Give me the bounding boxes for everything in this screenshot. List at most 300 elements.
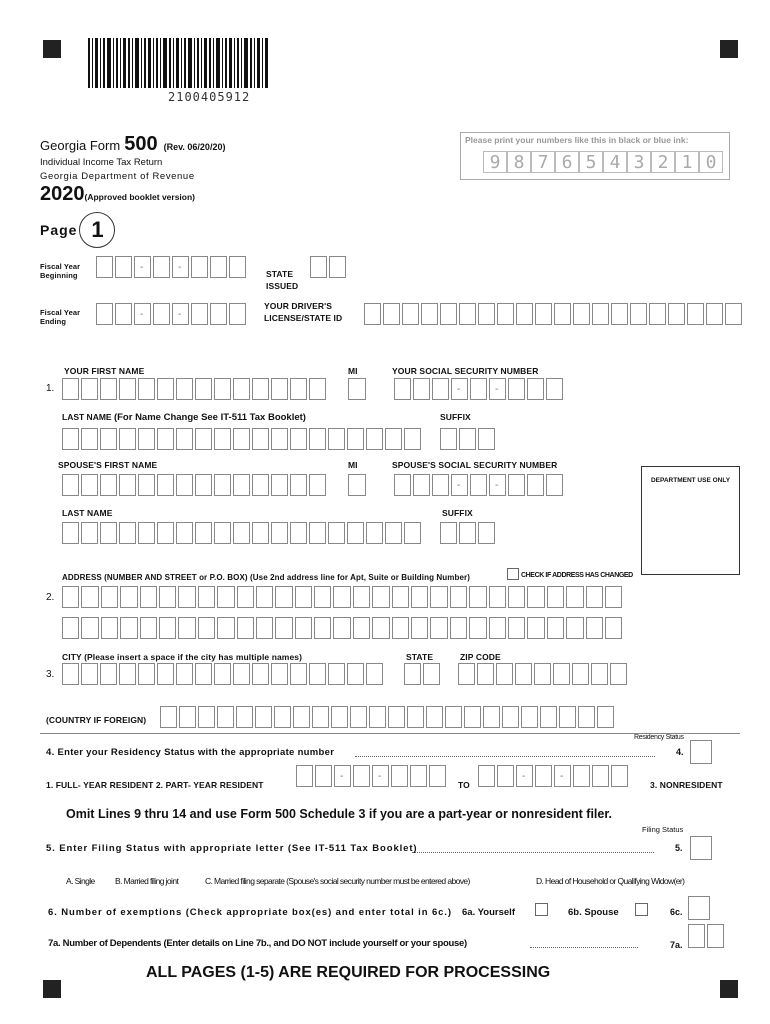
character-box[interactable]	[195, 474, 212, 496]
character-box[interactable]	[649, 303, 666, 325]
character-box[interactable]	[159, 617, 176, 639]
first-name-label: YOUR FIRST NAME	[64, 366, 145, 376]
character-box[interactable]	[214, 522, 231, 544]
ssn-boxes[interactable]	[394, 378, 565, 400]
character-box[interactable]	[515, 663, 532, 685]
character-box[interactable]	[430, 617, 447, 639]
character-box[interactable]	[432, 378, 449, 400]
character-box[interactable]	[535, 765, 552, 787]
character-box[interactable]	[229, 303, 246, 325]
character-box[interactable]	[217, 706, 234, 728]
character-box[interactable]	[429, 765, 446, 787]
character-box[interactable]	[160, 706, 177, 728]
character-box[interactable]	[195, 428, 212, 450]
character-box[interactable]	[610, 663, 627, 685]
character-box[interactable]	[516, 765, 533, 787]
character-box[interactable]	[120, 586, 137, 608]
character-box[interactable]	[312, 706, 329, 728]
character-box[interactable]	[62, 428, 79, 450]
character-box[interactable]	[214, 474, 231, 496]
character-box[interactable]	[334, 765, 351, 787]
spouse-ssn-label: SPOUSE'S SOCIAL SECURITY NUMBER	[392, 460, 558, 470]
sample-digit: 2	[651, 151, 675, 173]
character-box[interactable]	[489, 474, 506, 496]
residency-from-date-boxes[interactable]	[296, 765, 448, 787]
separator-dash: -	[522, 771, 526, 782]
character-box[interactable]	[451, 474, 468, 496]
character-box[interactable]	[547, 617, 564, 639]
character-box[interactable]	[707, 924, 724, 948]
license-boxes[interactable]	[364, 303, 744, 325]
character-box[interactable]	[470, 474, 487, 496]
exemption-yourself-checkbox[interactable]	[535, 903, 548, 916]
character-box[interactable]	[233, 378, 250, 400]
character-box[interactable]	[445, 706, 462, 728]
character-box[interactable]	[237, 617, 254, 639]
character-box[interactable]	[101, 586, 118, 608]
character-box[interactable]	[554, 303, 571, 325]
character-box[interactable]	[392, 586, 409, 608]
character-box[interactable]	[62, 378, 79, 400]
character-box[interactable]	[314, 617, 331, 639]
line-6c-label: 6c.	[670, 907, 683, 917]
address-line-1-boxes[interactable]	[62, 586, 624, 608]
character-box[interactable]	[315, 765, 332, 787]
character-box[interactable]	[210, 303, 227, 325]
character-box[interactable]	[233, 522, 250, 544]
character-box[interactable]	[195, 522, 212, 544]
character-box[interactable]	[172, 303, 189, 325]
character-box[interactable]	[290, 474, 307, 496]
character-box[interactable]	[295, 617, 312, 639]
character-box[interactable]	[62, 522, 79, 544]
character-box[interactable]	[275, 617, 292, 639]
character-box[interactable]	[81, 428, 98, 450]
character-box[interactable]	[256, 617, 273, 639]
character-box[interactable]	[271, 474, 288, 496]
character-box[interactable]	[372, 617, 389, 639]
character-box[interactable]	[138, 378, 155, 400]
spouse-suffix-boxes[interactable]	[440, 522, 497, 544]
character-box[interactable]	[274, 706, 291, 728]
character-box[interactable]	[521, 706, 538, 728]
character-box[interactable]	[333, 586, 350, 608]
character-box[interactable]	[138, 428, 155, 450]
character-box[interactable]	[385, 428, 402, 450]
character-box[interactable]	[233, 474, 250, 496]
character-box[interactable]	[178, 617, 195, 639]
character-box[interactable]	[347, 663, 364, 685]
character-box[interactable]	[309, 474, 326, 496]
character-box[interactable]	[195, 378, 212, 400]
character-box[interactable]	[527, 474, 544, 496]
character-box[interactable]	[508, 378, 525, 400]
character-box[interactable]	[353, 586, 370, 608]
character-box[interactable]	[611, 765, 628, 787]
character-box[interactable]	[540, 706, 557, 728]
state-issued-boxes[interactable]	[310, 256, 348, 278]
character-box[interactable]	[81, 474, 98, 496]
character-box[interactable]	[440, 428, 457, 450]
exemption-total-box[interactable]	[688, 896, 710, 920]
character-box[interactable]	[233, 663, 250, 685]
character-box[interactable]	[328, 428, 345, 450]
character-box[interactable]	[96, 303, 113, 325]
character-box[interactable]	[470, 378, 487, 400]
character-box[interactable]	[527, 617, 544, 639]
character-box[interactable]	[497, 765, 514, 787]
dependents-boxes[interactable]	[688, 924, 726, 948]
spouse-first-name-boxes[interactable]	[62, 474, 328, 496]
character-box[interactable]	[364, 303, 381, 325]
character-box[interactable]	[605, 586, 622, 608]
address-changed-label: CHECK IF ADDRESS HAS CHANGED	[521, 572, 633, 579]
character-box[interactable]	[100, 428, 117, 450]
character-box[interactable]	[496, 663, 513, 685]
character-box[interactable]	[366, 522, 383, 544]
character-box[interactable]	[566, 617, 583, 639]
character-box[interactable]	[394, 378, 411, 400]
character-box[interactable]	[290, 663, 307, 685]
character-box[interactable]	[366, 663, 383, 685]
suffix-boxes[interactable]	[440, 428, 497, 450]
character-box[interactable]	[559, 706, 576, 728]
character-box[interactable]	[195, 663, 212, 685]
spouse-ssn-boxes[interactable]	[394, 474, 565, 496]
character-box[interactable]	[440, 522, 457, 544]
character-box[interactable]	[191, 256, 208, 278]
character-box[interactable]	[383, 303, 400, 325]
character-box[interactable]	[451, 378, 468, 400]
character-box[interactable]	[310, 256, 327, 278]
character-box[interactable]	[81, 522, 98, 544]
character-box[interactable]	[508, 586, 525, 608]
character-box[interactable]	[668, 303, 685, 325]
character-box[interactable]	[100, 663, 117, 685]
character-box[interactable]	[372, 765, 389, 787]
character-box[interactable]	[706, 303, 723, 325]
character-box[interactable]	[252, 474, 269, 496]
character-box[interactable]	[178, 586, 195, 608]
character-box[interactable]	[101, 617, 118, 639]
character-box[interactable]	[469, 617, 486, 639]
character-box[interactable]	[586, 617, 603, 639]
character-box[interactable]	[489, 617, 506, 639]
spouse-mi-label: MI	[348, 460, 358, 470]
character-box[interactable]	[237, 586, 254, 608]
character-box[interactable]	[450, 617, 467, 639]
character-box[interactable]	[229, 256, 246, 278]
character-box[interactable]	[62, 586, 79, 608]
character-box[interactable]	[119, 474, 136, 496]
first-name-boxes[interactable]	[62, 378, 328, 400]
character-box[interactable]	[100, 474, 117, 496]
character-box[interactable]	[115, 303, 132, 325]
character-box[interactable]	[138, 474, 155, 496]
character-box[interactable]	[350, 706, 367, 728]
character-box[interactable]	[138, 522, 155, 544]
character-box[interactable]	[157, 663, 174, 685]
character-box[interactable]	[586, 586, 603, 608]
character-box[interactable]	[333, 617, 350, 639]
character-box[interactable]	[458, 663, 475, 685]
character-box[interactable]	[157, 522, 174, 544]
character-box[interactable]	[527, 378, 544, 400]
character-box[interactable]	[573, 765, 590, 787]
character-box[interactable]	[348, 474, 366, 496]
character-box[interactable]	[459, 428, 476, 450]
character-box[interactable]	[214, 663, 231, 685]
character-box[interactable]	[554, 765, 571, 787]
character-box[interactable]	[489, 378, 506, 400]
character-box[interactable]	[413, 378, 430, 400]
character-box[interactable]	[478, 765, 495, 787]
character-box[interactable]	[100, 378, 117, 400]
character-box[interactable]	[411, 586, 428, 608]
character-box[interactable]	[179, 706, 196, 728]
character-box[interactable]	[483, 706, 500, 728]
character-box[interactable]	[153, 303, 170, 325]
character-box[interactable]	[423, 663, 440, 685]
character-box[interactable]	[293, 706, 310, 728]
character-box[interactable]	[309, 378, 326, 400]
character-box[interactable]	[725, 303, 742, 325]
character-box[interactable]	[426, 706, 443, 728]
character-box[interactable]	[546, 378, 563, 400]
character-box[interactable]	[508, 617, 525, 639]
character-box[interactable]	[309, 663, 326, 685]
filing-status-box[interactable]	[690, 836, 712, 860]
to-label: TO	[458, 780, 470, 790]
omit-notice: Omit Lines 9 thru 14 and use Form 500 Schedule 3 if you are a part-year or nonresident filer.	[66, 807, 612, 821]
character-box[interactable]	[687, 303, 704, 325]
character-box[interactable]	[469, 586, 486, 608]
residency-to-date-boxes[interactable]	[478, 765, 630, 787]
character-box[interactable]	[119, 378, 136, 400]
character-box[interactable]	[217, 617, 234, 639]
character-box[interactable]	[348, 378, 366, 400]
character-box[interactable]	[592, 303, 609, 325]
spouse-suffix-label: SUFFIX	[442, 508, 473, 518]
character-box[interactable]	[296, 765, 313, 787]
character-box[interactable]	[314, 586, 331, 608]
character-box[interactable]	[411, 617, 428, 639]
character-box[interactable]	[404, 663, 421, 685]
character-box[interactable]	[119, 522, 136, 544]
city-boxes[interactable]	[62, 663, 385, 685]
character-box[interactable]	[553, 663, 570, 685]
character-box[interactable]	[176, 428, 193, 450]
character-box[interactable]	[271, 378, 288, 400]
character-box[interactable]	[119, 428, 136, 450]
character-box[interactable]	[502, 706, 519, 728]
character-box[interactable]	[159, 586, 176, 608]
character-box[interactable]	[527, 586, 544, 608]
character-box[interactable]	[489, 586, 506, 608]
zip-boxes[interactable]	[458, 663, 629, 685]
character-box[interactable]	[120, 617, 137, 639]
character-box[interactable]	[309, 522, 326, 544]
character-box[interactable]	[385, 522, 402, 544]
character-box[interactable]	[328, 522, 345, 544]
last-name-boxes[interactable]	[62, 428, 423, 450]
character-box[interactable]	[432, 474, 449, 496]
character-box[interactable]	[404, 428, 421, 450]
character-box[interactable]	[329, 256, 346, 278]
character-box[interactable]	[402, 303, 419, 325]
character-box[interactable]	[81, 617, 98, 639]
character-box[interactable]	[191, 303, 208, 325]
character-box[interactable]	[176, 663, 193, 685]
residency-options: 1. FULL- YEAR RESIDENT 2. PART- YEAR RESIDENT	[46, 780, 264, 790]
character-box[interactable]	[372, 586, 389, 608]
character-box[interactable]	[392, 617, 409, 639]
character-box[interactable]	[353, 765, 370, 787]
country-boxes[interactable]	[160, 706, 616, 728]
character-box[interactable]	[597, 706, 614, 728]
character-box[interactable]	[138, 663, 155, 685]
character-box[interactable]	[134, 303, 151, 325]
character-box[interactable]	[176, 474, 193, 496]
character-box[interactable]	[134, 256, 151, 278]
character-box[interactable]	[450, 586, 467, 608]
residency-status-box[interactable]	[690, 740, 712, 764]
character-box[interactable]	[410, 765, 427, 787]
character-box[interactable]	[516, 303, 533, 325]
character-box[interactable]	[366, 428, 383, 450]
exemption-spouse-checkbox[interactable]	[635, 903, 648, 916]
character-box[interactable]	[478, 303, 495, 325]
character-box[interactable]	[115, 256, 132, 278]
character-box[interactable]	[157, 474, 174, 496]
character-box[interactable]	[256, 586, 273, 608]
character-box[interactable]	[96, 256, 113, 278]
character-box[interactable]	[252, 522, 269, 544]
fiscal-year-beginning-boxes[interactable]	[96, 256, 248, 278]
character-box[interactable]	[440, 303, 457, 325]
character-box[interactable]	[421, 303, 438, 325]
character-box[interactable]	[157, 378, 174, 400]
character-box[interactable]	[413, 474, 430, 496]
character-box[interactable]	[252, 378, 269, 400]
character-box[interactable]	[478, 522, 495, 544]
character-box[interactable]	[176, 378, 193, 400]
character-box[interactable]	[252, 663, 269, 685]
fiscal-year-ending-boxes[interactable]	[96, 303, 248, 325]
character-box[interactable]	[630, 303, 647, 325]
character-box[interactable]	[198, 586, 215, 608]
character-box[interactable]	[547, 586, 564, 608]
character-box[interactable]	[255, 706, 272, 728]
character-box[interactable]	[140, 617, 157, 639]
character-box[interactable]	[534, 663, 551, 685]
character-box[interactable]	[573, 303, 590, 325]
character-box[interactable]	[236, 706, 253, 728]
character-box[interactable]	[62, 617, 79, 639]
character-box[interactable]	[407, 706, 424, 728]
character-box[interactable]	[611, 303, 628, 325]
character-box[interactable]	[572, 663, 589, 685]
character-box[interactable]	[464, 706, 481, 728]
character-box[interactable]	[477, 663, 494, 685]
character-box[interactable]	[176, 522, 193, 544]
character-box[interactable]	[140, 586, 157, 608]
separator-dash: -	[457, 480, 461, 491]
character-box[interactable]	[271, 522, 288, 544]
address-line-2-boxes[interactable]	[62, 617, 624, 639]
character-box[interactable]	[271, 428, 288, 450]
character-box[interactable]	[290, 522, 307, 544]
character-box[interactable]	[459, 303, 476, 325]
character-box[interactable]	[81, 663, 98, 685]
character-box[interactable]	[578, 706, 595, 728]
spouse-mi-boxes[interactable]	[348, 474, 368, 496]
character-box[interactable]	[430, 586, 447, 608]
character-box[interactable]	[508, 474, 525, 496]
character-box[interactable]	[198, 706, 215, 728]
character-box[interactable]	[369, 706, 386, 728]
character-box[interactable]	[347, 428, 364, 450]
character-box[interactable]	[566, 586, 583, 608]
mi-boxes[interactable]	[348, 378, 368, 400]
character-box[interactable]	[347, 522, 364, 544]
character-box[interactable]	[271, 663, 288, 685]
character-box[interactable]	[62, 663, 79, 685]
character-box[interactable]	[119, 663, 136, 685]
character-box[interactable]	[153, 256, 170, 278]
character-box[interactable]	[62, 474, 79, 496]
state-boxes[interactable]	[404, 663, 442, 685]
character-box[interactable]	[198, 617, 215, 639]
character-box[interactable]	[214, 378, 231, 400]
character-box[interactable]	[328, 663, 345, 685]
character-box[interactable]	[81, 586, 98, 608]
character-box[interactable]	[459, 522, 476, 544]
character-box[interactable]	[353, 617, 370, 639]
character-box[interactable]	[233, 428, 250, 450]
character-box[interactable]	[605, 617, 622, 639]
character-box[interactable]	[591, 663, 608, 685]
character-box[interactable]	[275, 586, 292, 608]
character-box[interactable]	[478, 428, 495, 450]
character-box[interactable]	[252, 428, 269, 450]
character-box[interactable]	[546, 474, 563, 496]
form-revision: (Rev. 06/20/20)	[163, 142, 226, 152]
character-box[interactable]	[331, 706, 348, 728]
character-box[interactable]	[391, 765, 408, 787]
character-box[interactable]	[290, 428, 307, 450]
character-box[interactable]	[290, 378, 307, 400]
character-box[interactable]	[172, 256, 189, 278]
spouse-last-name-boxes[interactable]	[62, 522, 423, 544]
character-box[interactable]	[388, 706, 405, 728]
character-box[interactable]	[535, 303, 552, 325]
address-changed-checkbox[interactable]	[507, 568, 519, 580]
character-box[interactable]	[81, 378, 98, 400]
character-box[interactable]	[497, 303, 514, 325]
character-box[interactable]	[214, 428, 231, 450]
character-box[interactable]	[210, 256, 227, 278]
character-box[interactable]	[688, 924, 705, 948]
character-box[interactable]	[404, 522, 421, 544]
character-box[interactable]	[295, 586, 312, 608]
character-box[interactable]	[309, 428, 326, 450]
character-box[interactable]	[100, 522, 117, 544]
character-box[interactable]	[592, 765, 609, 787]
character-box[interactable]	[157, 428, 174, 450]
character-box[interactable]	[217, 586, 234, 608]
character-box[interactable]	[394, 474, 411, 496]
